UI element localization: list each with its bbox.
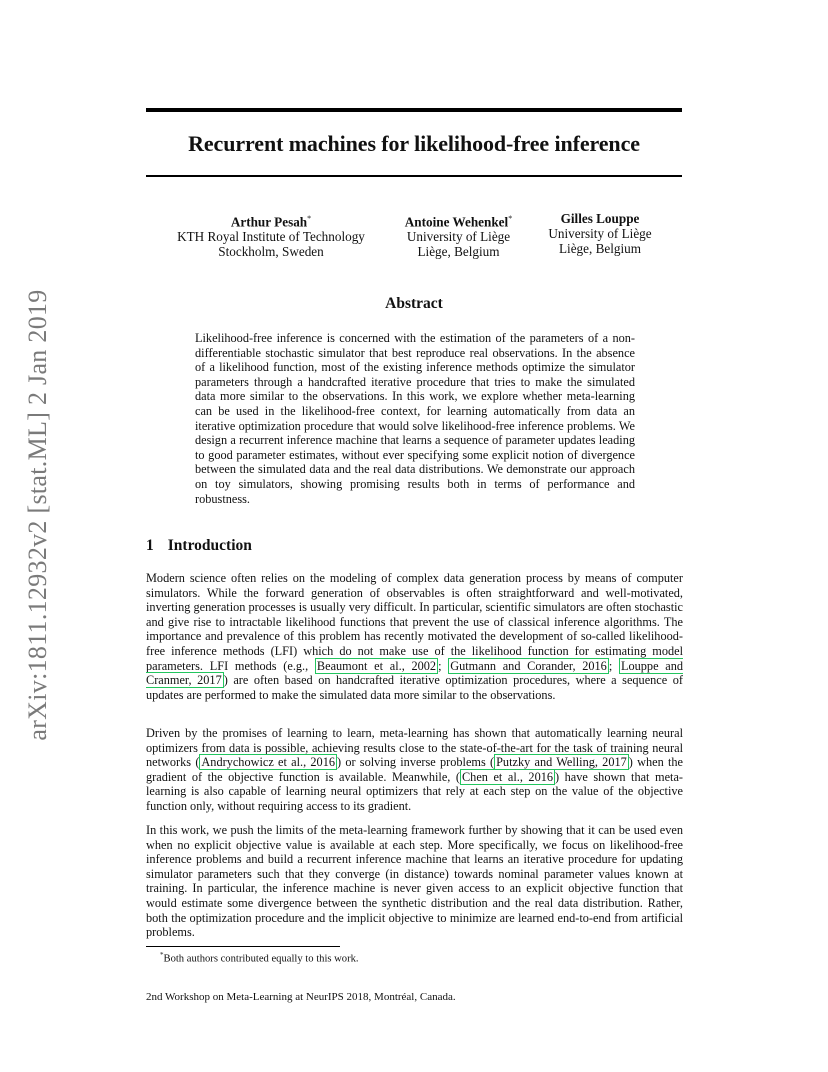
citation-link[interactable]: Chen et al., 2016 [461,769,554,784]
title-top-rule [146,108,682,112]
intro-paragraph-3: In this work, we push the limits of the meta-learning framework further by showing that it can be used even when no explicit objective value is available at each step. More specifically, we focus on likelihood-free inference problems and build a recurrent inference machine that learns an iterative procedure for updating simulator parameters such that they converge (in distance) towards nominal parameter values known at training. In particular, the inference machine is never given access to an explicit objective function that would estimate some divergence between the synthetic distribution and the real data distribution. Rather, both the optimization procedure and the implicit objective to minimize are learned end-to-end from artificial problems. [146,823,683,940]
equal-contribution-mark: * [307,214,312,223]
paragraph-text: ) or solving inverse problems ( [337,755,495,770]
paragraph-text: ) when the gradient of the objective function is available. Meanwhile, ( [146,755,683,784]
author-name: Antoine Wehenkel [404,214,509,230]
abstract-heading: Abstract [385,295,443,312]
author-block-3 [540,211,660,256]
author-location: Stockholm, Sweden [218,244,324,260]
paragraph-text: ; [438,658,449,673]
citation-link[interactable]: Louppe and Cranmer, 2017 [146,658,683,688]
author-affiliation: University of Liège [406,229,511,245]
author-block-1 [166,211,376,259]
paragraph-text: ) have shown that meta-learning is also capable of learning neural optimizers that rely at each step on the value of the objective function only, without requiring access to its gradient. [146,769,683,813]
citation-link[interactable]: Gutmann and Corander, 2016 [450,658,607,673]
citation-link[interactable]: Putzky and Welling, 2017 [496,755,627,770]
section-title: Introduction [167,537,252,554]
footnote-mark: * [160,951,164,959]
author-name: Arthur Pesah [230,214,308,230]
title-bottom-rule [146,175,682,177]
arxiv-identifier: arXiv:1811.12932v2 [stat.ML] 2 Jan 2019 [23,289,52,741]
author-location: Liège, Belgium [558,241,642,256]
section-number: 1 [146,537,154,554]
section-heading [146,537,252,555]
venue-note: 2nd Workshop on Meta-Learning at NeurIPS 2018, Montréal, Canada. [146,991,456,1003]
paragraph-text: Driven by the promises of learning to learn, meta-learning has shown that automatically learning neural optimizers from data is possible, achieving results close to the state-of-the-art for the task of training neural networks ( [146,726,683,770]
author-affiliation: KTH Royal Institute of Technology [177,229,365,245]
author-name: Gilles Louppe [560,211,640,226]
author-block-2 [396,211,521,259]
footnote [160,951,359,965]
equal-contribution-mark: * [508,214,513,223]
author-location: Liège, Belgium [417,244,500,260]
abstract-text: Likelihood-free inference is concerned with the estimation of the parameters of a non-differentiable stochastic simulator that best reproduce real observations. In the absence of a likelihood function, most of the existing inference methods optimize the simulator parameters through a handcrafted iterative procedure that tries to make the simulated data more similar to the observations. In this work, we explore whether meta-learning can be used in the likelihood-free context, for learning automatically from data an iterative optimization procedure that would solve likelihood-free inference problems. We design a recurrent inference machine that learns a sequence of parameter updates leading to good parameter estimates, without ever specifying some explicit notion of divergence between the simulated data and the real data distributions. We demonstrate our approach on toy simulators, showing promising results both in terms of performance and robustness. [195,331,635,506]
footnote-rule [146,946,340,947]
paragraph-text: ; [608,658,619,673]
footnote-text: Both authors contributed equally to this work. [163,953,359,965]
paper-title: Recurrent machines for likelihood-free inference [188,131,640,156]
intro-paragraph-2 [146,726,683,814]
paragraph-text: Modern science often relies on the modeling of complex data generation process by means of computer simulators. While the forward generation of observables is often straightforward and well-motivated, inverting generation processes is usually very difficult. In particular, scientific simulators are often stochastic and give rise to intractable likelihood functions that prevent the use of classical inference algorithms. The importance and prevalence of this problem has recently motivated the development of so-called likelihood-free inference methods (LFI) which do not make use of the likelihood function for estimating model parameters. LFI methods (e.g., [146,571,683,673]
citation-link[interactable]: Beaumont et al., 2002 [316,658,437,673]
intro-paragraph-1 [146,571,683,702]
author-affiliation: University of Liège [548,226,652,241]
citation-link[interactable]: Andrychowicz et al., 2016 [201,755,335,770]
paragraph-text: ) are often based on handcrafted iterative optimization procedures, where a sequence of updates are performed to make the simulated data more similar to the observations. [146,673,683,702]
